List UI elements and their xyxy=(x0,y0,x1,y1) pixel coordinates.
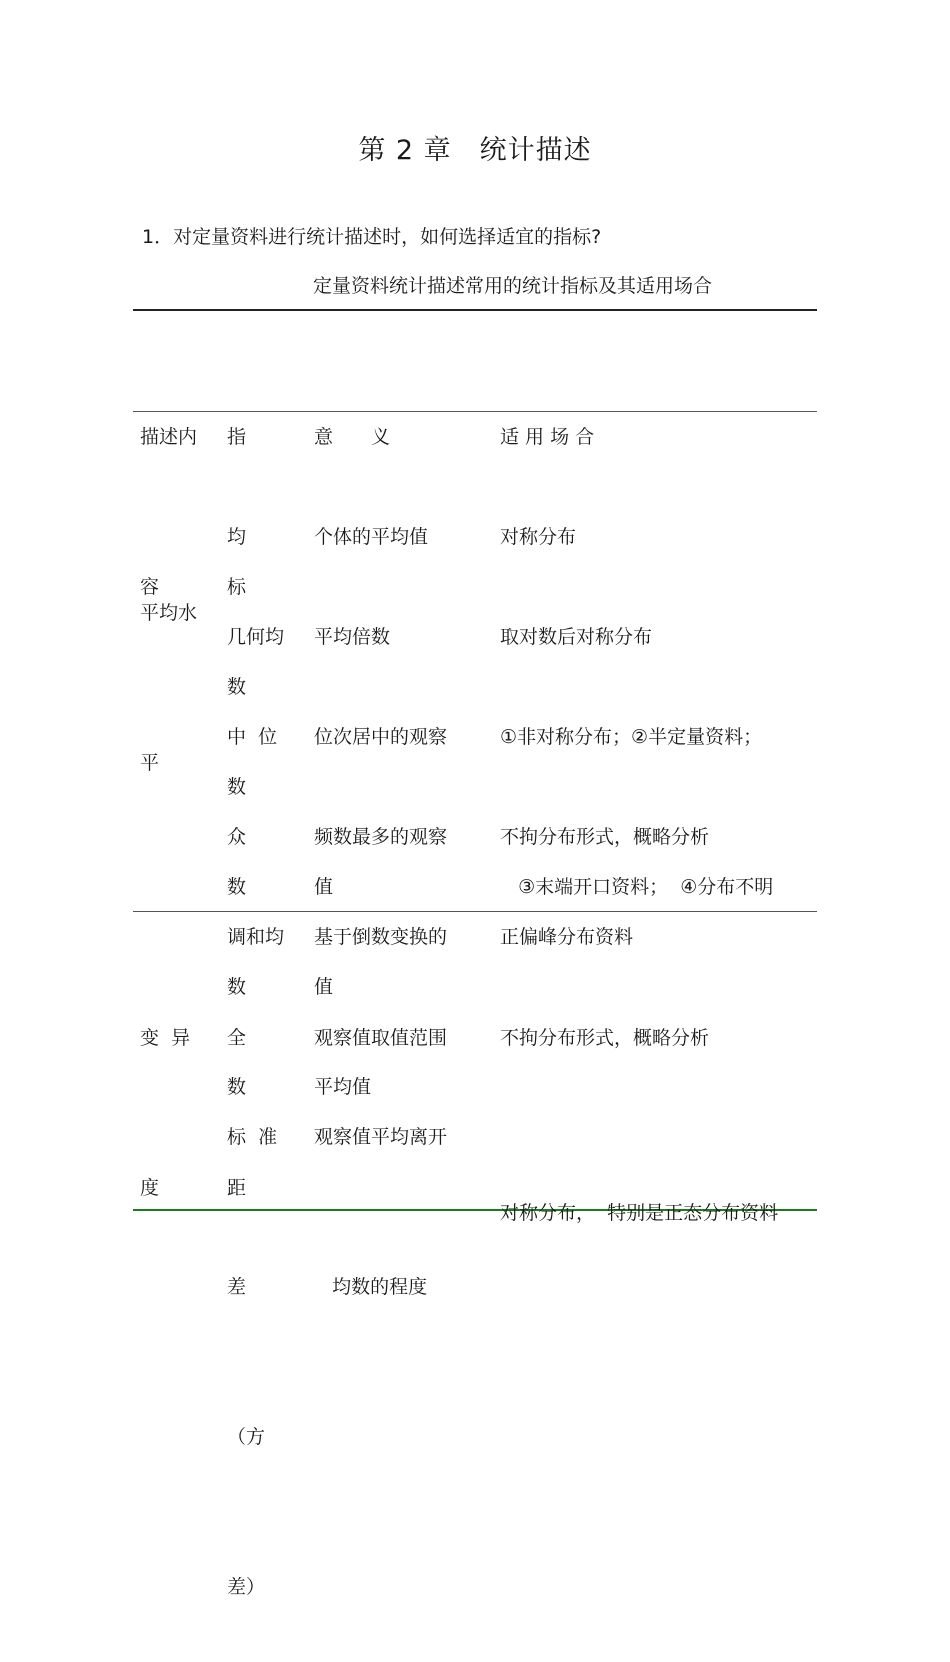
meaning-range: 观察值取值范围 xyxy=(314,1027,448,1049)
meaning-mode: 频数最多的观察 值 xyxy=(314,826,448,998)
meaning-standard-deviation: 观察值平均离开 均数的程度 xyxy=(314,1126,448,1298)
header-usage: 适 用 场 合 xyxy=(500,426,595,448)
usage-mode: 不拘分布形式，概略分析 xyxy=(500,826,710,848)
indicator-standard-deviation: 标 准 差 （方 差） xyxy=(227,1126,278,1598)
header-content-line2: 容 xyxy=(140,576,160,598)
meaning-harmonic-mean: 基于倒数变换的 平均值 xyxy=(314,926,448,1098)
meaning-geometric-mean: 平均倍数 xyxy=(314,626,391,648)
header-meaning: 意 义 xyxy=(314,426,391,448)
chapter-title: 第 2 章 统计描述 xyxy=(358,135,592,166)
usage-harmonic-mean: 正偏峰分布资料 xyxy=(500,926,634,948)
usage-median: ①非对称分布；②半定量资料； ③末端开口资料； ④分布不明 xyxy=(500,726,774,898)
indicator-mean: 均 数 xyxy=(227,526,247,698)
header-indicator-line1: 指 xyxy=(227,426,247,448)
group-name-average: 平均水 平 xyxy=(140,602,198,774)
header-indicator-line2: 标 xyxy=(227,576,247,598)
table-caption: 定量资料统计描述常用的统计指标及其适用场合 xyxy=(313,275,713,297)
indicator-geometric-mean: 几何均 数 xyxy=(227,626,285,798)
indicator-range: 全 距 xyxy=(227,1027,247,1199)
usage-geometric-mean: 取对数后对称分布 xyxy=(500,626,653,648)
meaning-mean: 个体的平均值 xyxy=(314,526,429,548)
indicator-mode: 众 数 xyxy=(227,826,247,998)
table-top-rule xyxy=(133,309,817,311)
indicator-harmonic-mean: 调和均 数 xyxy=(227,926,285,1098)
indicator-median: 中 位 数 xyxy=(227,726,278,898)
question-text: 1．对定量资料进行统计描述时，如何选择适宜的指标? xyxy=(142,226,602,248)
usage-range: 不拘分布形式，概略分析 xyxy=(500,1027,710,1049)
usage-mean: 对称分布 xyxy=(500,526,577,548)
meaning-median: 位次居中的观察 值 xyxy=(314,726,448,898)
header-content-line1: 描述内 xyxy=(140,426,198,448)
group-name-variation: 变 异 度 xyxy=(140,1027,191,1199)
usage-standard-deviation: 对称分布， 特别是正态分布资料 xyxy=(500,1202,779,1224)
